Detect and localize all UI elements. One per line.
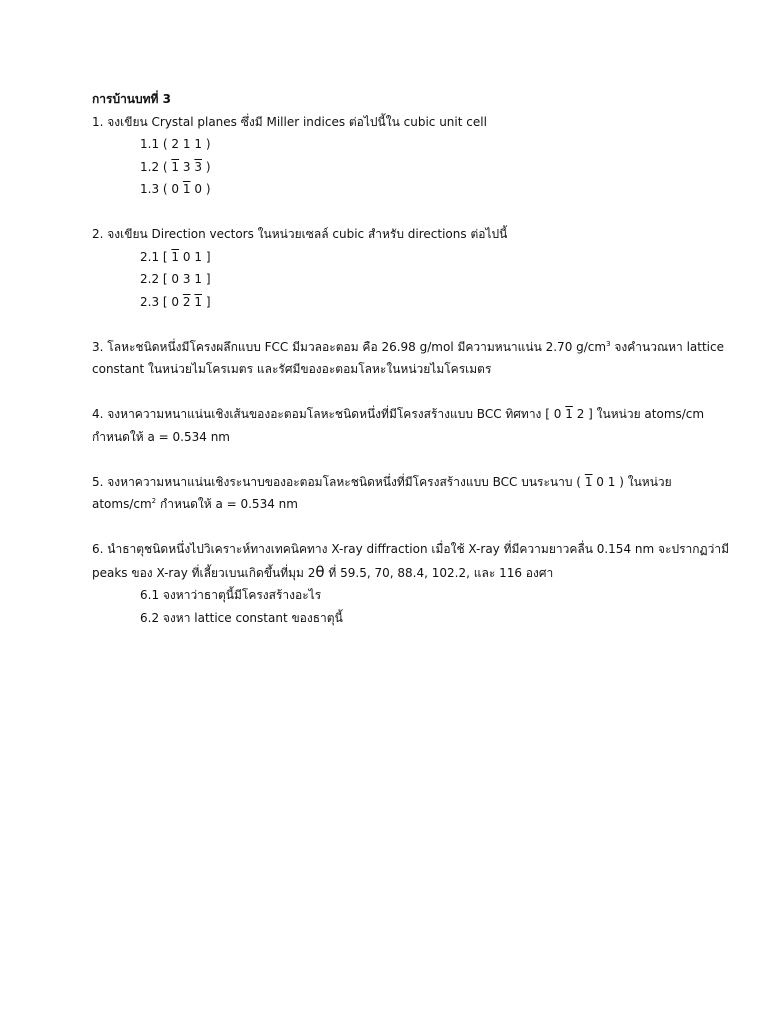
index-w: 1: [194, 272, 202, 286]
question-2-text: 2. จงเขียน Direction vectors ในหน่วยเซลล์ cubic สำหรับ directions ต่อไปนี้: [92, 227, 508, 241]
question-2-item-3: [92, 291, 708, 314]
question-1-item-1: [92, 133, 708, 156]
item-suffix: ): [205, 159, 211, 174]
index-v-bar: 1: [565, 407, 573, 421]
index-w-bar: 1: [194, 294, 202, 309]
index-l: 1: [194, 137, 202, 151]
item-suffix: ]: [205, 249, 211, 264]
index-k: 1: [182, 137, 191, 151]
spacer: [92, 448, 708, 471]
item-suffix: ]: [205, 294, 211, 309]
index-v: 3: [182, 272, 191, 286]
index-u-bar: 1: [171, 249, 180, 264]
index-v-bar: 2: [182, 294, 191, 309]
question-6-line-2: [92, 561, 708, 585]
item-suffix: ): [205, 137, 211, 151]
index-l-bar: 3: [194, 159, 202, 174]
index-l: 0: [194, 182, 202, 196]
question-1-item-2: [92, 156, 708, 179]
index-u: 0: [553, 407, 562, 421]
superscript: 2: [151, 497, 157, 505]
item-suffix: ]: [205, 272, 211, 286]
question-5-text: 5. จงหาความหนาแน่นเชิงระนาบของอะตอมโลหะชนิดหนึ่งที่มีโครงสร้างแบบ BCC บนระนาบ (: [92, 474, 581, 489]
question-4-text: 4. จงหาความหนาแน่นเชิงเส้นของอะตอมโลหะชนิดหนึ่งที่มีโครงสร้างแบบ BCC ทิศทาง [: [92, 407, 550, 421]
spacer: [92, 201, 708, 224]
index-v: 0: [182, 249, 191, 264]
index-k: 3: [182, 159, 191, 174]
question-1-item-3: [92, 178, 708, 201]
question-6-sub-1: 6.1 จงหาว่าธาตุนี้มีโครงสร้างอะไร: [140, 588, 322, 602]
index-h: 2: [171, 137, 180, 151]
question-5-text-cont: กำหนดให้ a = 0.534 nm: [156, 497, 298, 511]
item-prefix: 1.3 (: [140, 182, 168, 196]
question-3-text-cont: จงคำนวณหา lattice: [610, 339, 724, 354]
question-3-line-1: [92, 336, 724, 359]
spacer: [92, 313, 708, 336]
item-prefix: 2.1 [: [140, 249, 168, 264]
spacer: [92, 516, 708, 539]
index-w: 2: [576, 407, 585, 421]
theta-symbol: θ: [315, 562, 325, 581]
index-h: 0: [171, 182, 180, 196]
index-u: 0: [171, 272, 180, 286]
item-prefix: 2.3 [: [140, 294, 168, 309]
item-prefix: 2.2 [: [140, 272, 168, 286]
index-k-bar: 1: [182, 182, 191, 196]
question-6-text-cont: ที่ 59.5, 70, 88.4, 102.2, และ 116 องศา: [324, 565, 554, 580]
index-w: 1: [194, 249, 202, 264]
spacer: [92, 381, 708, 404]
question-6-line-1: 6. นำธาตุชนิดหนึ่งไปวิเคราะห์ทางเทคนิคทาง X-ray diffraction เมื่อใช้ X-ray ที่มีความยาวคลื่น 0.154 nm จะปรากฏว่ามี: [92, 542, 729, 556]
unit-text: atoms/cm: [92, 497, 152, 511]
question-6-sub-2: 6.2 จงหา lattice constant ของธาตุนี้: [140, 610, 343, 625]
question-4-line-1: [92, 403, 708, 426]
question-5-line-2: [92, 493, 708, 516]
item-prefix: 1.2 (: [140, 159, 168, 174]
superscript: 3: [606, 339, 611, 348]
question-1-text: 1. จงเขียน Crystal planes ซึ่งมี Miller indices ต่อไปนี้ใน cubic unit cell: [92, 114, 487, 129]
index-h-bar: 1: [584, 474, 593, 489]
question-5-text-cont: ) ในหน่วย: [619, 474, 672, 489]
index-k: 0: [596, 474, 604, 489]
homework-title: การบ้านบทที่ 3: [92, 92, 171, 106]
index-h-bar: 1: [171, 159, 180, 174]
question-3-text: 3. โลหะชนิดหนึ่งมีโครงผลึกแบบ FCC มีมวลอะตอม คือ 26.98 g/mol มีความหนาแน่น 2.70 g/cm: [92, 339, 607, 354]
question-4-text-cont: ] ในหน่วย atoms/cm: [588, 407, 705, 421]
question-2-item-1: [92, 246, 708, 269]
question-6-text: peaks ของ X-ray ที่เลี้ยวเบนเกิดขึ้นที่มุม 2: [92, 565, 316, 580]
index-u: 0: [171, 294, 180, 309]
question-5-line-1: [92, 471, 708, 494]
item-prefix: 1.1 (: [140, 137, 168, 151]
item-suffix: ): [205, 182, 211, 196]
question-4-line-2: กำหนดให้ a = 0.534 nm: [92, 429, 230, 444]
question-3-line-2: constant ในหน่วยไมโครเมตร และรัศมีของอะตอมโลหะในหน่วยไมโครเมตร: [92, 362, 492, 376]
index-l: 1: [607, 474, 616, 489]
question-2-item-2: [92, 268, 708, 291]
